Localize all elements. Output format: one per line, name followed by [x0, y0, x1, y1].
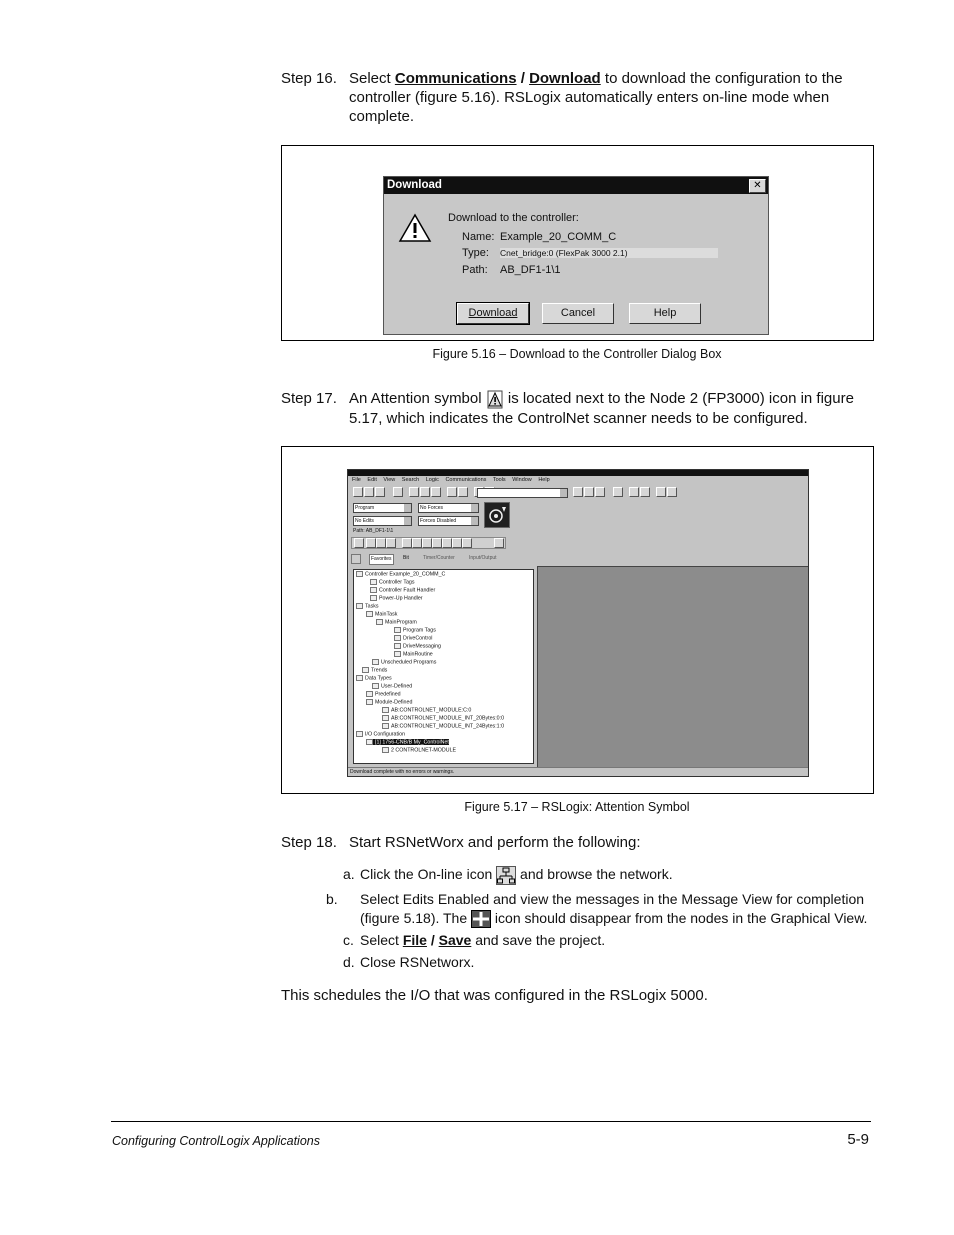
controller-organizer-tree: [353, 569, 534, 764]
scanner-config-icon: [471, 910, 491, 928]
otl-icon[interactable]: [432, 538, 442, 548]
step-17-pre: An Attention symbol: [349, 390, 486, 407]
instruction-toolbar: [351, 537, 506, 549]
tab-bit[interactable]: Bit: [403, 555, 409, 561]
tree-item[interactable]: Module-Defined: [366, 699, 412, 705]
tree-item[interactable]: DriveControl: [394, 635, 432, 641]
step-17-number: Step 17.: [281, 390, 337, 407]
menu-search[interactable]: Search: [401, 477, 420, 483]
menu-view[interactable]: View: [383, 477, 396, 483]
menu-communications[interactable]: Communications: [445, 477, 487, 483]
tree-item[interactable]: Data Types: [356, 675, 392, 681]
main-toolbar: [351, 486, 803, 497]
xio-icon[interactable]: [412, 538, 422, 548]
menu-tools[interactable]: Tools: [492, 477, 506, 483]
step-16-text: [349, 69, 874, 126]
substep-a: [343, 865, 878, 885]
tool-a-icon[interactable]: [573, 487, 583, 497]
search-combo[interactable]: [477, 488, 568, 498]
tree-item[interactable]: MainTask: [366, 611, 397, 617]
controller-status-icon: [484, 502, 510, 528]
cut-icon[interactable]: [409, 487, 419, 497]
tree-item[interactable]: Power-Up Handler: [370, 595, 423, 601]
page-number: 5-9: [847, 1131, 869, 1148]
step-18-number: Step 18.: [281, 834, 337, 851]
menu-separator: /: [516, 70, 530, 87]
tool-f-icon[interactable]: [640, 487, 650, 497]
tree-item[interactable]: Controller Example_20_COMM_C: [356, 571, 445, 577]
path-label: Path: AB_DF1-1\1: [353, 528, 394, 534]
menu-logic[interactable]: Logic: [425, 477, 439, 483]
print-icon[interactable]: [393, 487, 403, 497]
branch-icon[interactable]: [376, 538, 386, 548]
forces-combo[interactable]: No Forces: [418, 503, 479, 513]
substep-d: [343, 953, 878, 972]
scroll-right-icon[interactable]: [494, 538, 504, 548]
tree-item[interactable]: Trends: [362, 667, 387, 673]
ote-icon[interactable]: [422, 538, 432, 548]
new-icon[interactable]: [353, 487, 363, 497]
branch-level-icon[interactable]: [386, 538, 396, 548]
name-key: Name:: [462, 231, 495, 243]
close-icon[interactable]: ✕: [749, 179, 766, 193]
step-17-text: [349, 389, 874, 428]
rslogix-menubar: [348, 476, 808, 484]
tool-e-icon[interactable]: [629, 487, 639, 497]
dialog-name-row: [462, 231, 616, 243]
step-16-post: to download the configuration to the controller (figure 5.16). RSLogix automatically enters on-line mode when complete.: [349, 70, 843, 125]
tree-item[interactable]: Controller Tags: [370, 579, 415, 585]
menu-window[interactable]: Window: [512, 477, 532, 483]
tree-item[interactable]: Tasks: [356, 603, 379, 609]
open-icon[interactable]: [364, 487, 374, 497]
substep-d-text: Close RSNetworx.: [360, 954, 475, 970]
download-dialog: [383, 176, 769, 335]
tree-item[interactable]: Predefined: [366, 691, 401, 697]
save-icon[interactable]: [375, 487, 385, 497]
copy-icon[interactable]: [420, 487, 430, 497]
zoom-in-icon[interactable]: [656, 487, 666, 497]
substep-c-post: and save the project.: [471, 932, 606, 948]
menu-file[interactable]: File: [352, 477, 361, 483]
edits-combo[interactable]: No Edits: [353, 516, 412, 526]
dialog-path-row: [462, 264, 561, 276]
substep-c-label: c.: [343, 932, 354, 948]
substep-b-post: icon should disappear from the nodes in the Graphical View.: [491, 910, 868, 926]
scroll-left-icon[interactable]: [354, 538, 364, 548]
step-16-pre: Select: [349, 70, 395, 87]
workspace-pane: [537, 566, 809, 770]
instruction-tabs: [351, 554, 504, 563]
rung-icon[interactable]: [366, 538, 376, 548]
menu-save-ref: Save: [438, 932, 472, 948]
dialog-title: Download: [384, 177, 768, 194]
forces-disabled-combo[interactable]: Forces Disabled: [418, 516, 479, 526]
tool-b-icon[interactable]: [584, 487, 594, 497]
step-18-text: Start RSNetWorx and perform the following:: [349, 834, 641, 851]
tree-item[interactable]: AB:CONTROLNET_MODULE:C:0: [382, 707, 471, 713]
type-key: Type:: [462, 247, 489, 259]
zoom-out-icon[interactable]: [667, 487, 677, 497]
step-17-post: is located next to the Node 2 (FP3000) icon in figure 5.17, which indicates the ControlNet scanner needs to be configured.: [349, 390, 854, 427]
name-value: Example_20_COMM_C: [500, 231, 617, 243]
footer-divider: [111, 1121, 871, 1122]
tree-item[interactable]: I/O Configuration: [356, 731, 405, 737]
online-network-icon: [496, 866, 516, 885]
menu-edit[interactable]: Edit: [367, 477, 377, 483]
osr-icon[interactable]: [462, 538, 472, 548]
tree-item[interactable]: Controller Fault Handler: [370, 587, 435, 593]
tree-item[interactable]: Program Tags: [394, 627, 436, 633]
type-value: Cnet_bridge:0 (FlexPak 3000 2.1): [500, 248, 718, 258]
substep-b-pre: Select Edits Enabled and view the messages in the Message View for completion (figure 5.18). The: [360, 891, 865, 926]
tree-item[interactable]: MainRoutine: [394, 651, 433, 657]
tree-item[interactable]: AB:CONTROLNET_MODULE_INT_20Bytes:0:0: [382, 715, 504, 721]
ons-icon[interactable]: [452, 538, 462, 548]
rslogix-window: [347, 469, 809, 777]
redo-icon[interactable]: [458, 487, 468, 497]
cancel-button[interactable]: Cancel: [542, 303, 614, 324]
status-bar: Download complete with no errors or warnings.: [348, 767, 808, 776]
tree-item[interactable]: MainProgram: [376, 619, 417, 625]
menu-help[interactable]: Help: [538, 477, 550, 483]
substep-c: [343, 931, 878, 950]
download-button-label: Download: [468, 307, 518, 319]
program-mode-combo[interactable]: Program: [353, 503, 412, 513]
substep-b: [326, 890, 895, 928]
warning-icon: [398, 213, 432, 243]
path-value: AB_DF1-1\1: [500, 264, 561, 276]
undo-icon[interactable]: [447, 487, 457, 497]
help-button[interactable]: Help: [629, 303, 701, 324]
figure-5-17-caption: Figure 5.17 – RSLogix: Attention Symbol: [464, 800, 690, 814]
tool-c-icon[interactable]: [595, 487, 605, 497]
dialog-prompt: Download to the controller:: [448, 212, 579, 224]
menu-file-ref: File: [402, 932, 427, 948]
path-key: Path:: [462, 264, 488, 276]
tree-item[interactable]: 2 CONTROLNET-MODULE: [382, 747, 456, 753]
tree-item[interactable]: User-Defined: [372, 683, 412, 689]
menu-download: Download: [529, 70, 601, 87]
substep-a-post: and browse the network.: [516, 866, 673, 882]
tree-item[interactable]: AB:CONTROLNET_MODULE_INT_24Bytes:1:0: [382, 723, 504, 729]
attention-icon: [486, 390, 504, 409]
step-16-number: Step 16.: [281, 70, 337, 87]
otu-icon[interactable]: [442, 538, 452, 548]
tab-input-output[interactable]: Input/Output: [469, 555, 497, 561]
tab-scroll-icon[interactable]: [351, 554, 361, 564]
tree-item[interactable]: Unscheduled Programs: [372, 659, 436, 665]
footer-title: Configuring ControlLogix Applications: [112, 1134, 320, 1148]
paste-icon[interactable]: [431, 487, 441, 497]
figure-5-16-caption: Figure 5.16 – Download to the Controller Dialog Box: [432, 347, 722, 361]
substep-c-pre: Select: [360, 932, 403, 948]
tool-d-icon[interactable]: [613, 487, 623, 497]
dialog-type-row: [462, 247, 718, 259]
menu-separator-2: /: [426, 932, 439, 948]
tree-item[interactable]: DriveMessaging: [394, 643, 441, 649]
closing-paragraph: This schedules the I/O that was configured in the RSLogix 5000.: [281, 987, 708, 1004]
download-button[interactable]: [457, 303, 529, 324]
tree-item-selected[interactable]: [1] 1756-CNB/B My_ControlNet: [366, 739, 449, 745]
substep-b-label: b.: [326, 891, 338, 907]
substep-a-pre: Click the On-line icon: [360, 866, 497, 882]
xic-icon[interactable]: [402, 538, 412, 548]
menu-communications: Communications: [394, 70, 517, 87]
substep-d-label: d.: [343, 954, 355, 970]
tab-timer-counter[interactable]: Timer/Counter: [423, 555, 455, 561]
substep-a-label: a.: [343, 866, 355, 882]
tab-favorites[interactable]: Favorites: [369, 554, 394, 565]
